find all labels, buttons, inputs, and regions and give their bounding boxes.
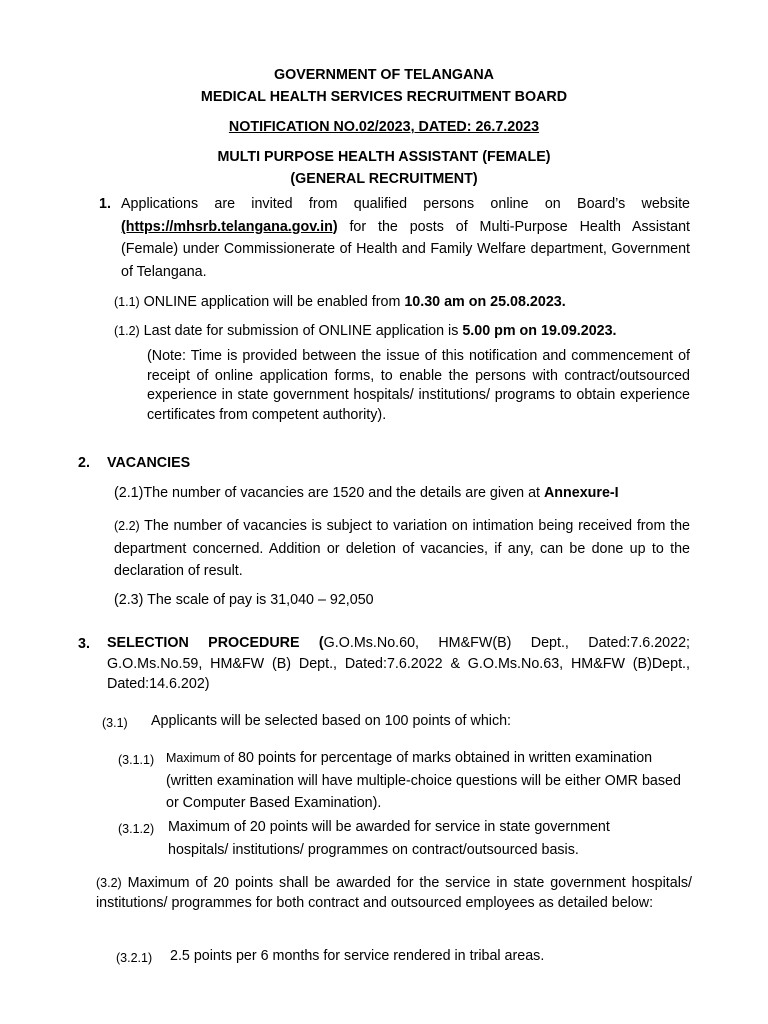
- section-1-number: 1.: [99, 196, 111, 212]
- para-2-2: [114, 515, 690, 583]
- post-title: MULTI PURPOSE HEALTH ASSISTANT (FEMALE): [217, 149, 551, 165]
- para-2-1: [114, 482, 619, 505]
- para-3-2-1-text: 2.5 points per 6 months for service rendered in tribal areas.: [170, 948, 545, 964]
- online-start-date: 10.30 am on 25.08.2023.: [404, 294, 566, 310]
- annexure-reference: Annexure-I: [543, 485, 619, 501]
- section-1-text-b: for the posts of Multi-Purpose Health Assistant (Female) under Commissionerate of Health and Family Welfare department, Government of Telangana.: [121, 218, 690, 280]
- section-3-title: SELECTION PROCEDURE (: [107, 635, 324, 651]
- header-line1: GOVERNMENT OF TELANGANA: [273, 67, 494, 83]
- para-3-1-2-number: (3.1.2): [118, 822, 155, 836]
- section-1-text-a: Applications are invited from qualified persons online on Board’s website: [121, 196, 690, 212]
- para-2-3: (2.3) The scale of pay is 31,040 – 92,050: [114, 592, 374, 608]
- para-1-1-number: (1.1): [114, 295, 140, 309]
- para-1-2-text: Last date for submission of ONLINE application is: [139, 323, 463, 339]
- para-1-1-text: ONLINE application will be enabled from: [139, 294, 405, 310]
- board-website-link[interactable]: (https://mhsrb.telangana.gov.in): [121, 218, 338, 235]
- para-3-1-2-text: Maximum of 20 points will be awarded for service in state government hospitals/ institutions/ programmes on contract/outsourced basis.: [168, 819, 610, 858]
- online-last-date: 5.00 pm on 19.09.2023.: [462, 323, 617, 339]
- section-3-number: 3.: [78, 636, 90, 652]
- notification-number: NOTIFICATION NO.02/2023, DATED: 26.7.2023: [228, 119, 540, 135]
- para-3-2-1-number: (3.2.1): [116, 951, 153, 965]
- section-2-title: VACANCIES: [107, 455, 191, 471]
- para-3-2-number: (3.2): [96, 876, 122, 890]
- section-1-paragraph: [121, 193, 690, 283]
- para-3-1-number: (3.1): [102, 716, 128, 730]
- para-3-2-text: Maximum of 20 points shall be awarded for the service in state government hospitals/ institutions/ programmes for both contract and outsourced employees as detailed below:: [96, 875, 692, 911]
- para-2-1-text: (2.1)The number of vacancies are 1520 and the details are given at: [114, 485, 544, 501]
- para-3-2: [96, 873, 692, 913]
- section-3-heading: [107, 633, 690, 695]
- para-3-1-1-number: (3.1.1): [118, 753, 155, 767]
- para-3-1-1-text: 80 points for percentage of marks obtained in written examination (written examination will have multiple-choice questions will be either OMR based or Computer Based Examination).: [166, 750, 681, 812]
- para-3-1-1: [166, 747, 696, 815]
- post-subtitle: (GENERAL RECRUITMENT): [290, 171, 478, 187]
- para-3-1-1-small: Maximum of: [166, 751, 235, 765]
- section-3-reference: G.O.Ms.No.60, HM&FW(B) Dept., Dated:7.6.2022; G.O.Ms.No.59, HM&FW (B) Dept., Dated:7.6.2022 & G.O.Ms.No.63, HM&FW (B)Dept., Dated:14.6.202): [107, 635, 691, 692]
- section-2-number: 2.: [78, 455, 90, 471]
- para-2-2-number: (2.2): [114, 519, 140, 533]
- para-1-2-number: (1.2): [114, 324, 140, 338]
- note-paragraph: (Note: Time is provided between the issue of this notification and commencement of receipt of online application forms, to enable the persons with contract/outsourced experience in state government hospitals/ institutions/ programs to obtain experience certificates from competent authority).: [147, 348, 690, 423]
- para-3-1-text: Applicants will be selected based on 100 points of which:: [151, 713, 512, 729]
- para-1-1: [114, 291, 566, 314]
- para-1-2: [114, 320, 617, 343]
- header-line2: MEDICAL HEALTH SERVICES RECRUITMENT BOARD: [200, 89, 568, 105]
- para-2-2-text: The number of vacancies is subject to variation on intimation being received from the department concerned. Addition or deletion of vacancies, if any, can be done up to the declaration of result.: [114, 518, 690, 580]
